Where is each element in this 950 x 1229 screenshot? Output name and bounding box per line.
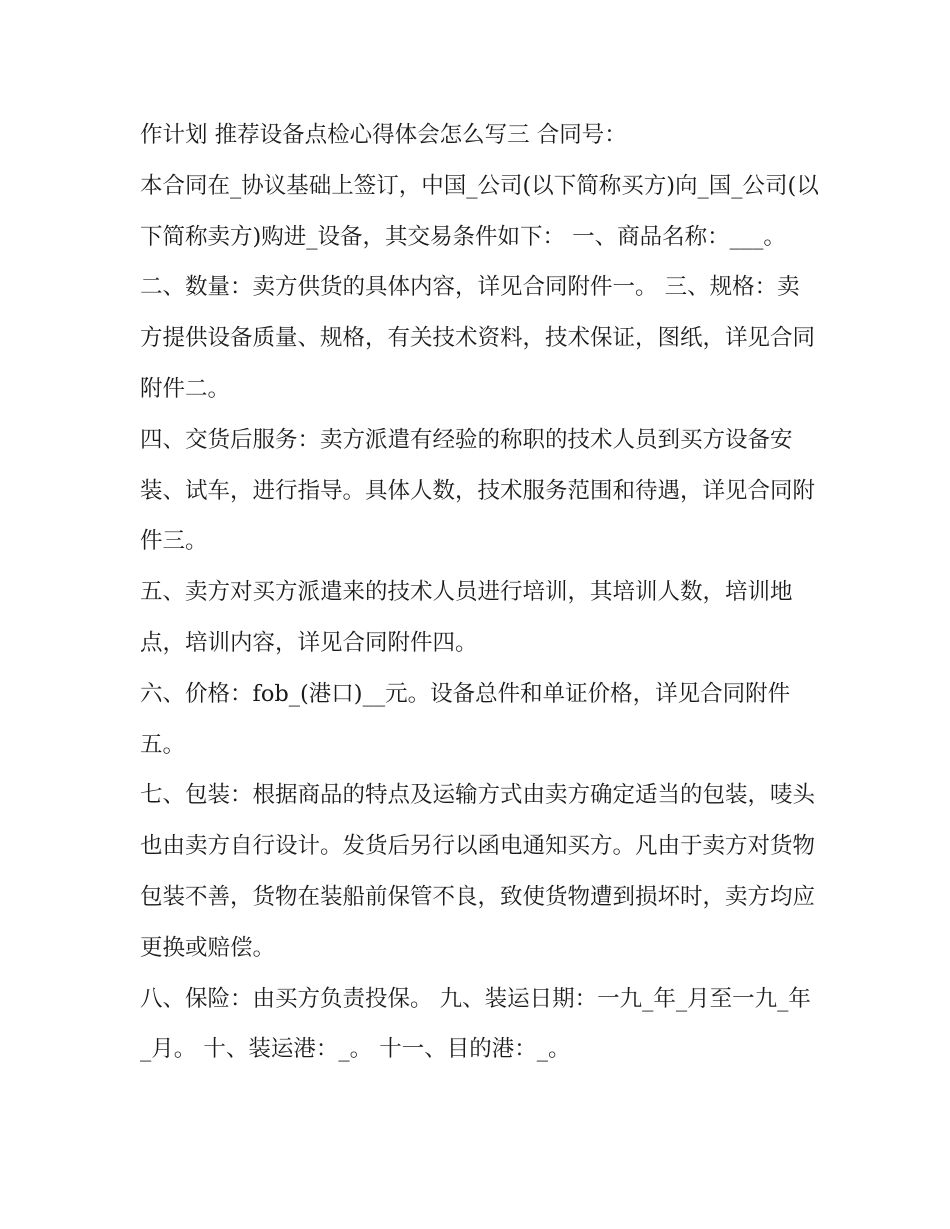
paragraph-header: 作计划 推荐设备点检心得体会怎么写三 合同号：	[140, 122, 627, 148]
paragraph-after-sales: 四、交货后服务：卖方派遣有经验的称职的技术人员到买方设备安装、试车，进行指导。具体人数，技术服务范围和待遇，详见合同附件三。	[140, 426, 816, 555]
document-body	[140, 110, 820, 1075]
paragraph-packing: 七、包装：根据商品的特点及运输方式由卖方确定适当的包装，唛头也由卖方自行设计。发货后另行以函电通知买方。凡由于卖方对货物包装不善，货物在装船前保管不良，致使货物遭到损坏时，卖方均应更换或赔偿。	[140, 782, 816, 961]
paragraph-training: 五、卖方对买方派遣来的技术人员进行培训，其培训人数，培训地点，培训内容，详见合同附件四。	[140, 579, 793, 656]
paragraph-price: 六、价格：fob_(港口)__元。设备总件和单证价格，详见合同附件五。	[140, 680, 791, 758]
paragraph-quantity-spec: 二、数量：卖方供货的具体内容，详见合同附件一。 三、规格：卖方提供设备质量、规格，有关技术资料，技术保证，图纸，详见合同附件二。	[140, 274, 816, 402]
paragraph-intro: 本合同在_协议基础上签订，中国_公司(以下简称买方)向_国_公司(以下简称卖方)购进_设备，其交易条件如下： 一、商品名称：___。	[140, 172, 819, 250]
paragraph-insurance-shipping: 八、保险：由买方负责投保。 九、装运日期：一九_年_月至一九_年_月。 十、装运港：_。 十一、目的港：_。	[140, 985, 811, 1063]
